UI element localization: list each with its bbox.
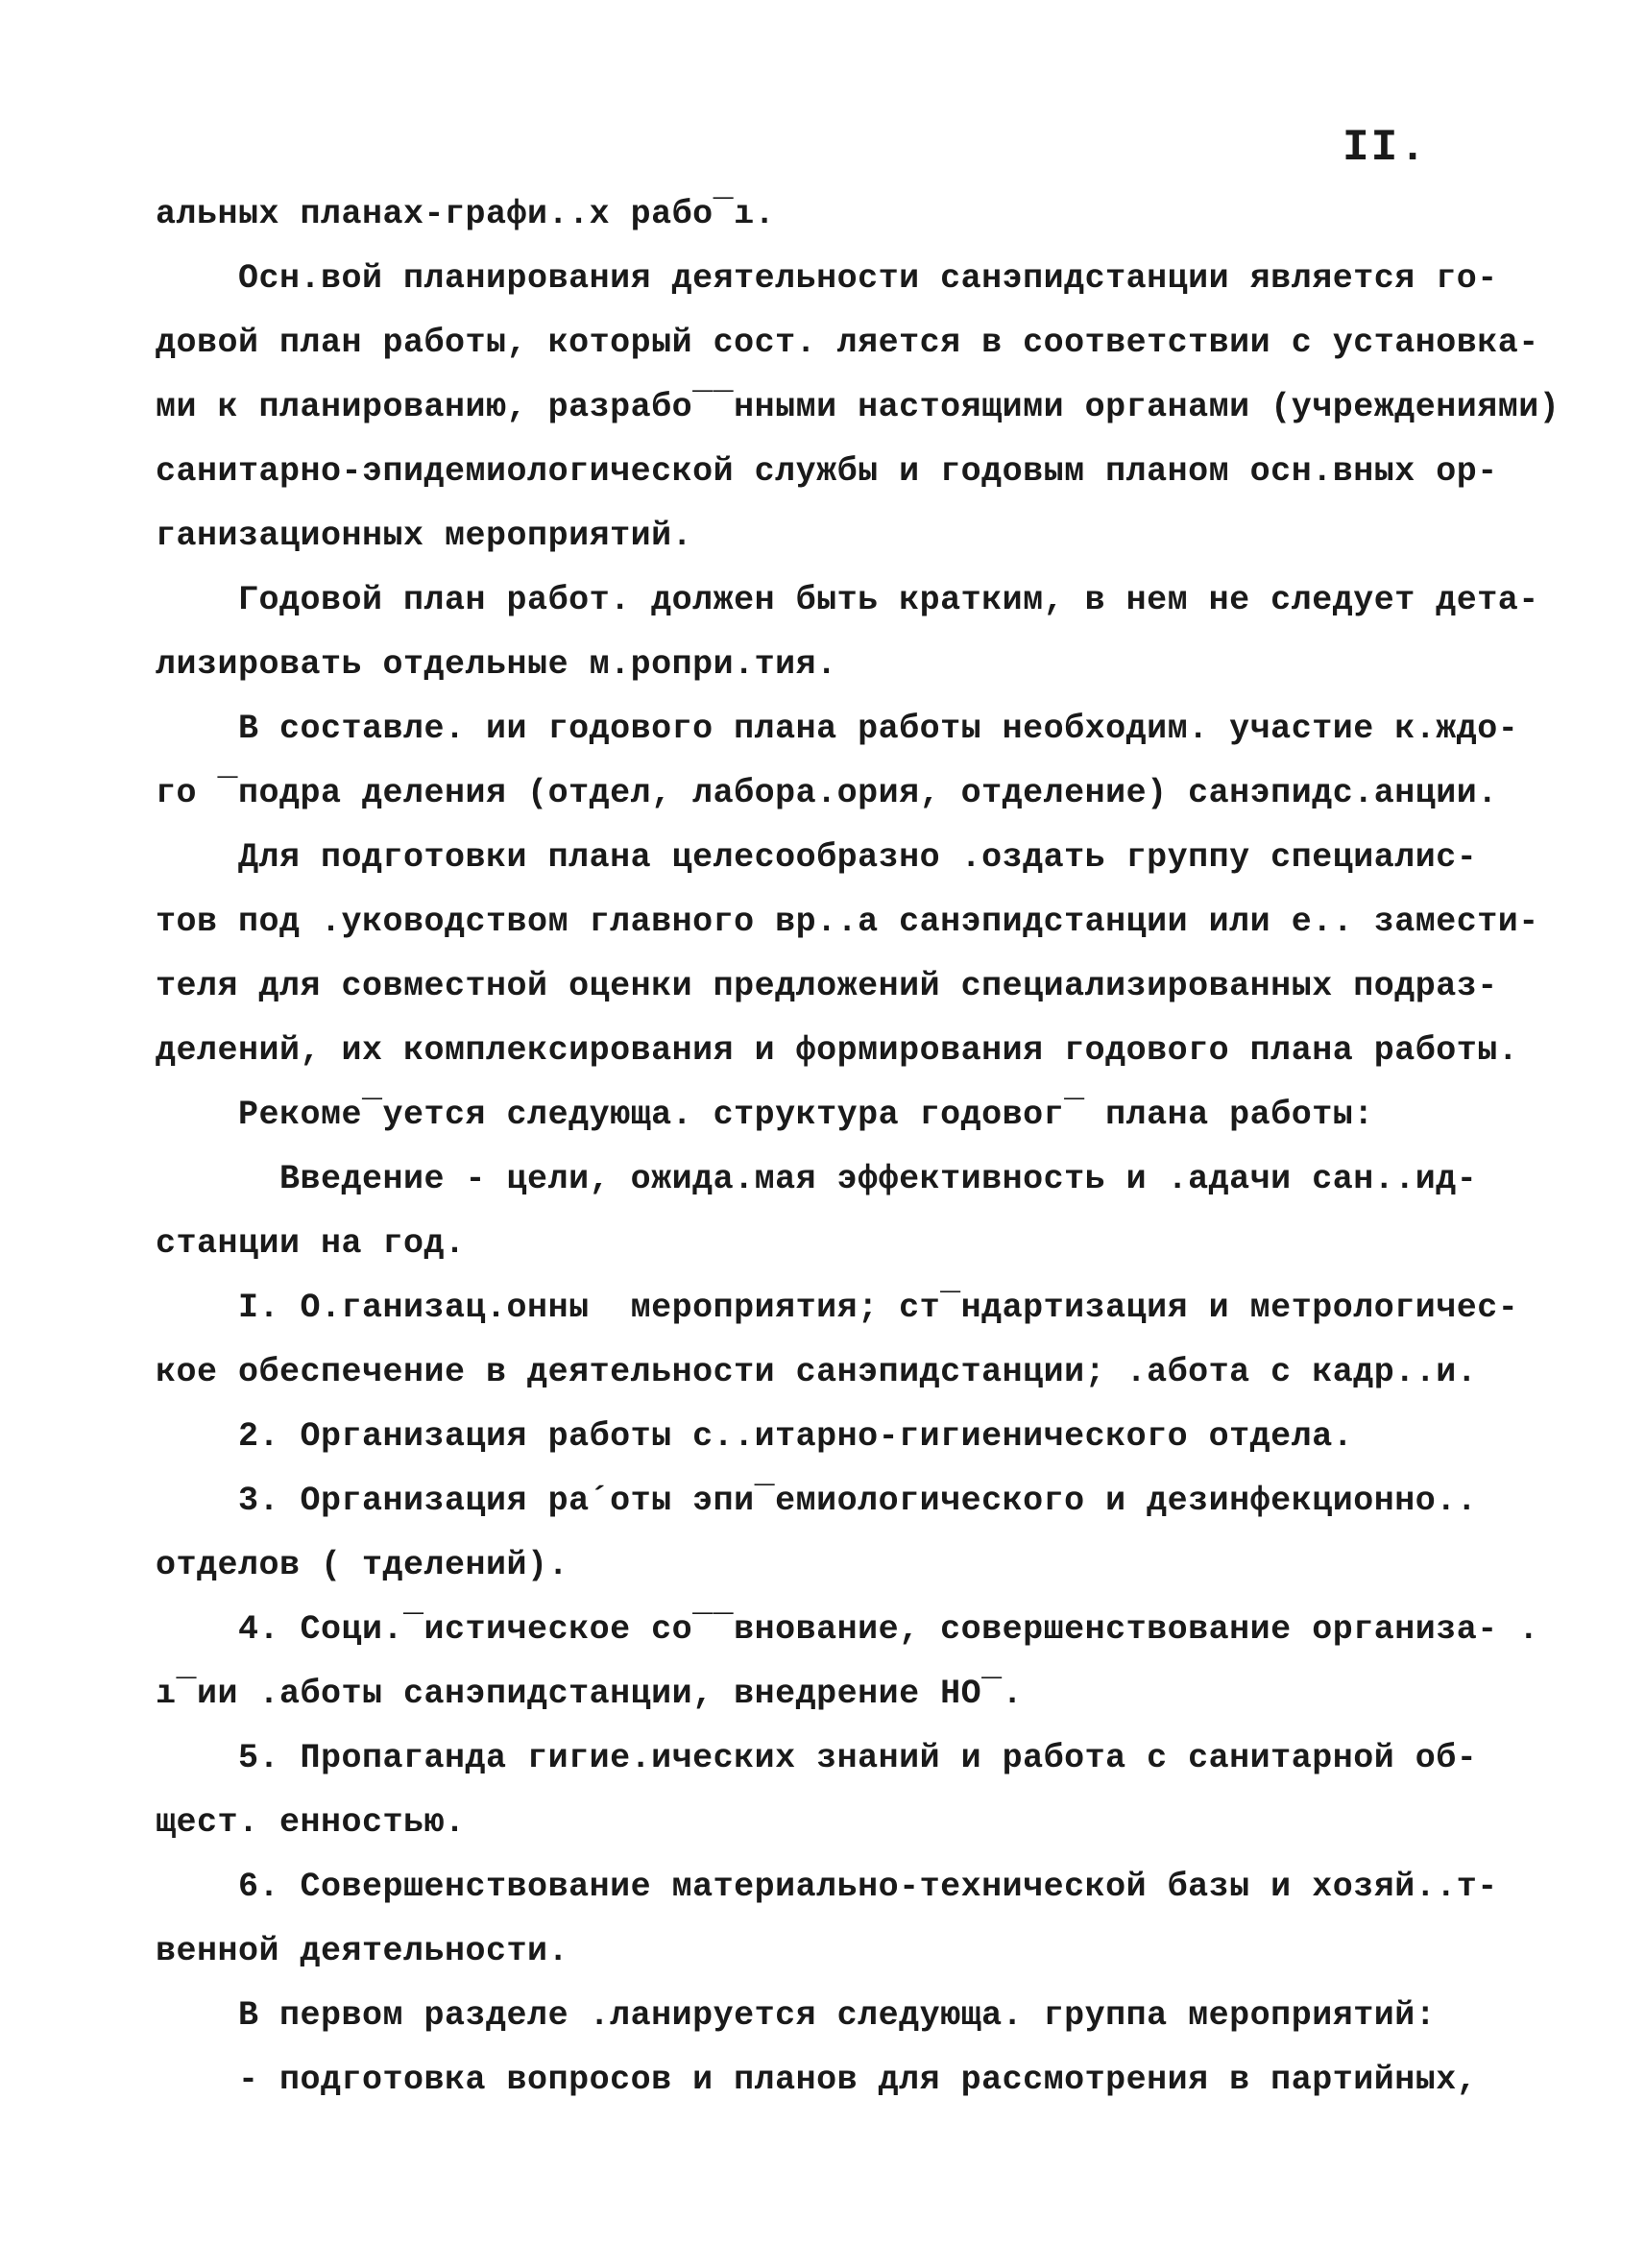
text-line: го ‾подра деления (отдел, лабора.ория, отделение) санэпидс.анции. [156,774,1498,812]
text-line: 2. Организация работы с..итарно-гигиенического отдела. [156,1417,1354,1456]
text-line: 6. Совершенствование материально-технической базы и хозяй..т- [156,1868,1498,1906]
text-line: 3. Организация ра´оты эпи‾емиологического и дезинфекционно.. [156,1482,1478,1520]
text-line: 4. Соци.‾истическое со‾‾внование, совершенствование организа- . [156,1610,1539,1649]
text-line: ганизационных мероприятий. [156,517,693,555]
text-line: делений, их комплексирования и формирования годового плана работы. [156,1031,1519,1070]
text-line: Осн.вой планировани​я деятельности санэпидстанции является го- [156,259,1498,298]
page-number: II. [1343,123,1428,173]
text-line: щест. енностью. [156,1803,466,1842]
text-line: Введение - цели, ожида.мая эффективность и .адачи сан..ид- [156,1160,1478,1198]
text-line: лизировать отдельные м.ропри.тия. [156,645,837,684]
text-line: - подготовка вопросов и планов для рассмотрения в партийных, [156,2061,1478,2099]
text-line: В составле. ии годового плана работы необходим. участие к.ждо- [156,710,1519,748]
text-line: довой план работы, который сост. ляется в соответствии с установка- [156,324,1539,362]
text-line: Рекоме‾уется следующа. структура годовог‾ плана работы: [156,1096,1374,1134]
text-line: 5. Пропаганда гигие.ических знаний и работа с санитарной об- [156,1739,1478,1777]
text-line: ı‾ии .аботы санэпидстанции, внедрение НО‾. [156,1675,1024,1713]
text-line: В первом разделе .ланируется следующа. группа мероприятий: [156,1996,1437,2035]
text-line: санитарно-эпидемиологической службы и годовым планом осн.вных ор- [156,452,1498,491]
text-line: Для подготовки плана целесообразно .оздать группу специалис- [156,838,1478,877]
text-line: венной деятельности. [156,1932,569,1970]
text-line: отделов ( тделений). [156,1546,569,1584]
text-line: теля для совместной оценки предложений специализированных подраз- [156,967,1498,1005]
text-line: тов под .уководством главного вр..а санэпидстанции или е.. замести- [156,903,1539,941]
text-line: I. О.ганизац.онны мероприятия; ст‾ндартизация и метрологичес- [156,1289,1519,1327]
text-line: кое обеспечение в деятельности санэпидстанции; .абота с кадр..и. [156,1353,1478,1391]
body-text [156,182,1560,2112]
text-line: альных планах-графи..х рабо‾ı. [156,195,776,233]
text-line: ми к планированию, разрабо‾‾нными настоящими органами (учреждениями) [156,388,1560,426]
text-line: Годовой план работ. должен быть кратким, в нем не следует дета- [156,581,1539,619]
text-line: станции на год. [156,1224,466,1263]
